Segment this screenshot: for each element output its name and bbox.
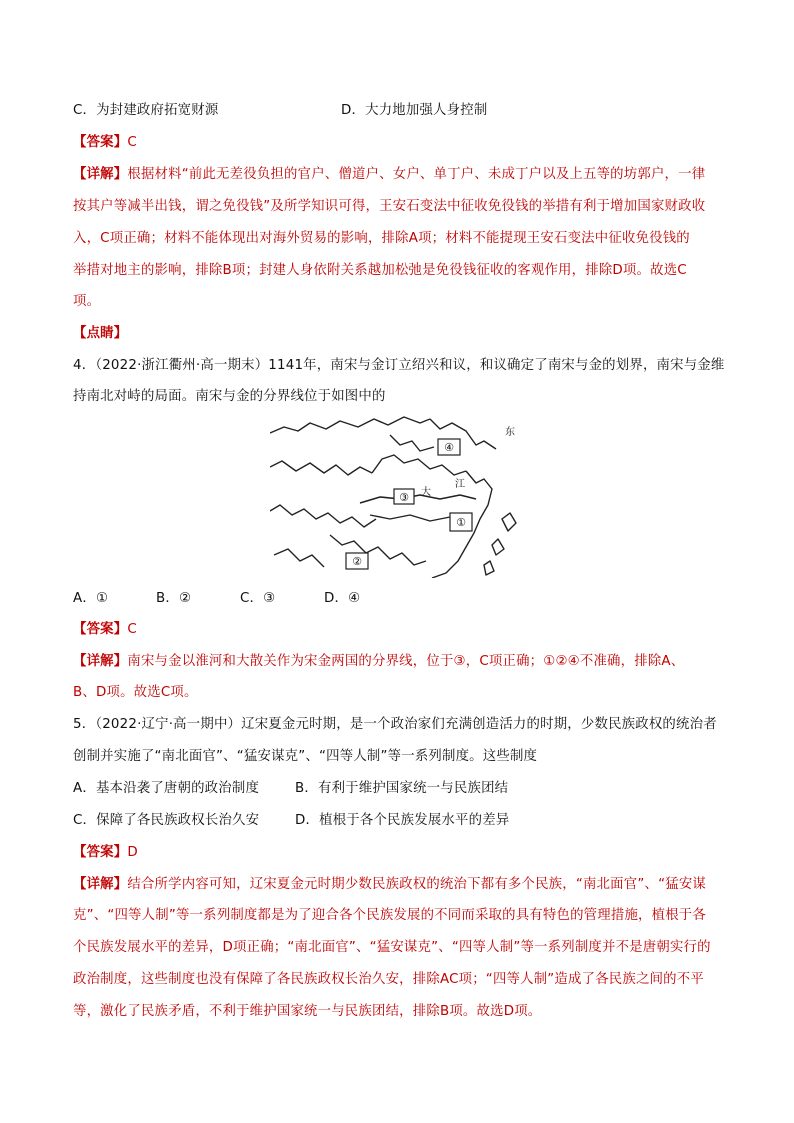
q3-answer: [73, 133, 137, 153]
map-label-dong: 东: [505, 427, 515, 438]
q4-stem-line-2: 持南北对峙的局面。南宋与金的分界线位于如图中的: [73, 389, 386, 404]
q4-option-d: D．④: [324, 591, 361, 606]
comment-tag: 【点睛】: [73, 326, 128, 341]
song-jin-border-map: [270, 415, 522, 578]
detail-tag: 【详解】: [73, 877, 128, 892]
q4-answer: [73, 620, 137, 640]
q5-detail-line-1: 【详解】结合所学内容可知，辽宋夏金元时期少数民族政权的统治下都有多个民族，“南北面官”、“猛安谋: [73, 877, 706, 892]
map-label-1: ①: [456, 516, 466, 529]
map-label-2: ②: [352, 555, 362, 568]
q3-detail-line-5: 项。: [73, 294, 101, 309]
q4-stem-line-1: 4．（2022·浙江衢州·高一期末）1141年，南宋与金订立绍兴和议，和议确定了南宋与金的划界，南宋与金维: [73, 358, 725, 373]
q3-detail-line-1: 【详解】根据材料“前此无差役负担的官户、僧道户、女户、单丁户、未成丁户以及上五等的坊郭户，一律: [73, 167, 706, 182]
q5-option-b: B．有利于维护国家统一与民族团结: [295, 781, 509, 796]
q3-detail-line-2: 按其户等减半出钱，谓之免役钱”及所学知识可得，王安石变法中征收免役钱的举措有利于增加国家财政收: [73, 199, 706, 214]
q5-detail-line-5: 等，激化了民族矛盾，不利于维护国家统一与民族团结，排除B项。故选D项。: [73, 1004, 542, 1019]
map-label-da: 大: [421, 487, 431, 498]
q4-option-b: B．②: [156, 591, 192, 606]
answer-value: C: [127, 622, 137, 637]
q5-detail-line-3: 个民族发展水平的差异，D项正确；“南北面官”、“猛安谋克”、“四等人制”等一系列制度并不是唐朝实行的: [73, 940, 711, 955]
answer-tag: 【答案】: [73, 845, 128, 860]
q3-detail-line-3: 入，C项正确；材料不能体现出对海外贸易的影响，排除A项；材料不能提现王安石变法中征收免役钱的: [73, 231, 690, 246]
answer-value: D: [127, 845, 138, 860]
answer-tag: 【答案】: [73, 135, 128, 150]
q5-options-row-1: [73, 779, 509, 799]
q4-detail-line-2: B、D项。故选C项。: [73, 685, 198, 700]
q5-detail-line-2: 克”、“四等人制”等一系列制度都是为了迎合各个民族发展的不同而采取的具有特色的管理措施，植根于各: [73, 908, 706, 923]
q5-option-c: C．保障了各民族政权长治久安: [73, 813, 260, 828]
q3-options-row: [73, 101, 488, 121]
q5-stem-line-2: 创制并实施了“南北面官”、“猛安谋克”、“四等人制”等一系列制度。这些制度: [73, 749, 538, 764]
q3-option-d: D．大力地加强人身控制: [341, 103, 488, 118]
q5-stem-line-1: 5．（2022·辽宁·高一期中）辽宋夏金元时期，是一个政治家们充满创造活力的时期，少数民族政权的统治者: [73, 717, 717, 732]
map-label-3: ③: [399, 491, 409, 504]
detail-tag: 【详解】: [73, 654, 128, 669]
q5-answer: [73, 843, 138, 863]
q5-option-d: D．植根于各个民族发展水平的差异: [295, 813, 510, 828]
q5-options-row-2: [73, 811, 510, 831]
q3-comment: [73, 324, 127, 344]
q5-detail-line-4: 政治制度，这些制度也没有保障了各民族政权长治久安，排除AC项；“四等人制”造成了各民族之间的不平: [73, 972, 704, 987]
q4-options-row: [73, 589, 361, 609]
answer-value: C: [127, 135, 137, 150]
map-label-4: ④: [444, 441, 454, 454]
q3-detail-line-4: 举措对地主的影响，排除B项；封建人身依附关系越加松弛是免役钱征收的客观作用，排除D项。故选C: [73, 263, 687, 278]
map-label-jiang: 江: [455, 479, 465, 490]
answer-tag: 【答案】: [73, 622, 128, 637]
q4-option-a: A．①: [73, 591, 109, 606]
q4-detail-line-1: 【详解】南宋与金以淮河和大散关作为宋金两国的分界线，位于③，C项正确；①②④不准确，排除A、: [73, 654, 685, 669]
q5-option-a: A．基本沿袭了唐朝的政治制度: [73, 781, 260, 796]
q4-option-c: C．③: [240, 591, 276, 606]
detail-tag: 【详解】: [73, 167, 128, 182]
q3-option-c: C．为封建政府拓宽财源: [73, 103, 219, 118]
